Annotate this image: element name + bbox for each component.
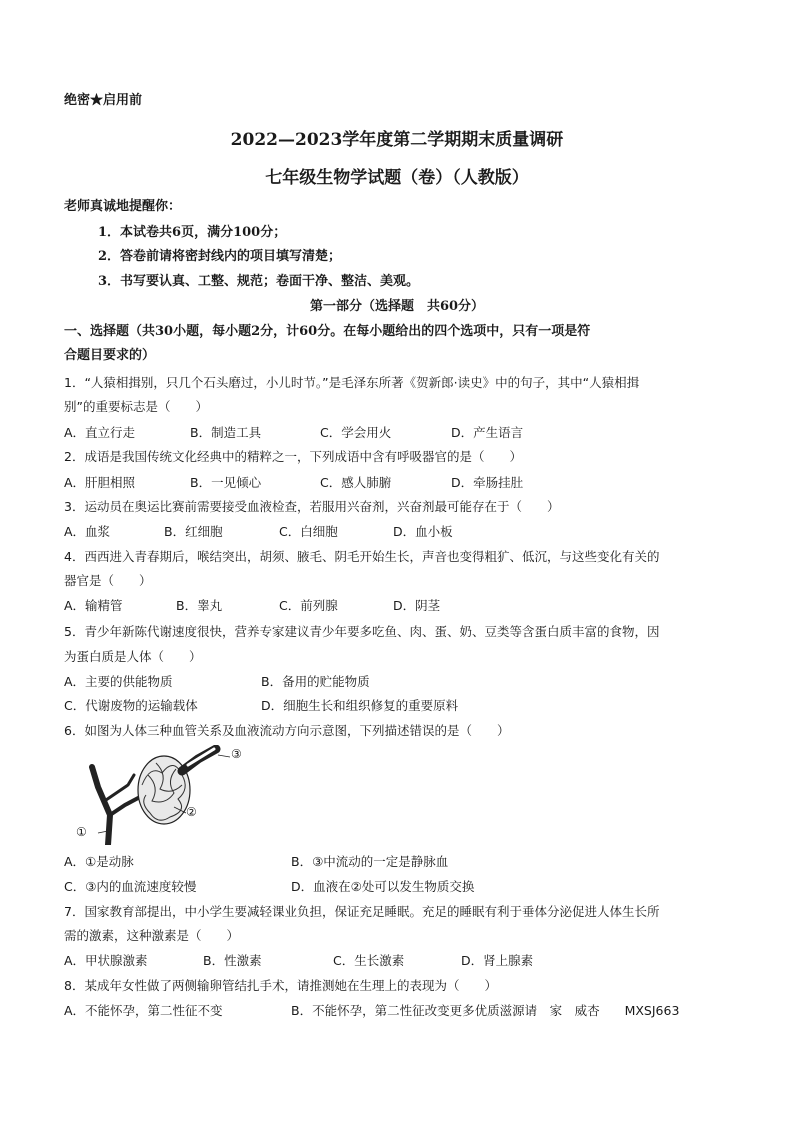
q4-option-a: A．输精管 bbox=[64, 598, 123, 613]
arteriole-branch bbox=[110, 797, 140, 815]
question-1-text-cont: 别”的重要标志是（ ） bbox=[64, 399, 208, 414]
question-5-text-cont: 为蛋白质是人体（ ） bbox=[64, 649, 202, 664]
q5-option-c: C．代谢废物的运输载体 bbox=[64, 698, 198, 713]
section-heading: 一、选择题（共30小题，每小题2分，计60分。在每小题给出的四个选项中，只有一项是符 bbox=[64, 324, 591, 339]
q2-option-c: C．感人肺腑 bbox=[320, 475, 392, 490]
question-4-text-cont: 器官是（ ） bbox=[64, 573, 152, 588]
question-6-text: 6．如图为人体三种血管关系及血液流动方向示意图，下列描述错误的是（ ） bbox=[64, 723, 510, 738]
question-7-text: 7．国家教育部提出，中小学生要减轻课业负担，保证充足睡眠。充足的睡眠有利于垂体分泌促进人体生长所 bbox=[64, 904, 660, 919]
q8-option-b: B．不能怀孕，第二性征改变更多优质滋源请 家 威杏 MXSJ663 bbox=[291, 1003, 680, 1018]
q4-option-c: C．前列腺 bbox=[279, 598, 338, 613]
question-2-text: 2．成语是我国传统文化经典中的精粹之一，下列成语中含有呼吸器官的是（ ） bbox=[64, 449, 522, 464]
q8-option-a: A．不能怀孕，第二性征不变 bbox=[64, 1003, 223, 1018]
question-4-text: 4．西西进入青春期后，喉结突出，胡须、腋毛、阴毛开始生长，声音也变得粗犷、低沉，与这些变化有关的 bbox=[64, 549, 660, 564]
q1-option-c: C．学会用火 bbox=[320, 425, 392, 440]
section-heading-cont: 合题目要求的） bbox=[64, 348, 156, 363]
question-7-text-cont: 需的激素，这种激素是（ ） bbox=[64, 928, 240, 943]
small-branch bbox=[106, 775, 134, 800]
q6-option-d: D．血液在②处可以发生物质交换 bbox=[291, 879, 475, 894]
q2-option-d: D．牵肠挂肚 bbox=[451, 475, 524, 490]
label-2: ② bbox=[186, 805, 197, 819]
question-1-text: 1．“人猿相揖别，只几个石头磨过，小儿时节。”是毛泽东所著《贺新郎·读史》中的句子，其中“人猿相揖 bbox=[64, 375, 640, 390]
question-8-text: 8．某成年女性做了两侧输卵管结扎手术，请推测她在生理上的表现为（ ） bbox=[64, 978, 497, 993]
part1-title: 第一部分（选择题 共60分） bbox=[309, 299, 485, 314]
exam-subtitle: 七年级生物学试题（卷）（人教版） bbox=[265, 168, 529, 188]
q3-option-d: D．血小板 bbox=[393, 524, 453, 539]
q7-option-c: C．生长激素 bbox=[333, 953, 405, 968]
q7-option-d: D．肾上腺素 bbox=[461, 953, 534, 968]
q5-option-a: A．主要的供能物质 bbox=[64, 674, 173, 689]
question-5-text: 5．青少年新陈代谢速度很快，营养专家建议青少年要多吃鱼、肉、蛋、奶、豆类等含蛋白质丰富的食物，因 bbox=[64, 624, 660, 639]
q7-option-a: A．甲状腺激素 bbox=[64, 953, 148, 968]
reminder-item-1: 1．本试卷共6页，满分100分； bbox=[98, 225, 287, 240]
q6-option-b: B．③中流动的一定是静脉血 bbox=[291, 854, 449, 869]
blood-vessel-illustration bbox=[70, 745, 250, 845]
q3-option-a: A．血浆 bbox=[64, 524, 111, 539]
exam-title: 2022—2023学年度第二学期期末质量调研 bbox=[230, 130, 564, 150]
q6-option-a: A．①是动脉 bbox=[64, 854, 134, 869]
blood-vessel-diagram bbox=[70, 745, 250, 845]
q1-option-b: B．制造工具 bbox=[190, 425, 262, 440]
artery-vessel bbox=[92, 767, 110, 845]
q3-option-c: C．白细胞 bbox=[279, 524, 338, 539]
q2-option-a: A．肝胆相照 bbox=[64, 475, 136, 490]
q1-option-d: D．产生语言 bbox=[451, 425, 524, 440]
question-3-text: 3．运动员在奥运比赛前需要接受血液检查，若服用兴奋剂，兴奋剂最可能存在于（ ） bbox=[64, 499, 560, 514]
reminder-heading: 老师真诚地提醒你： bbox=[64, 199, 182, 214]
secret-label: 绝密★启用前 bbox=[64, 93, 143, 108]
label-1: ① bbox=[76, 825, 87, 839]
q6-option-c: C．③内的血流速度较慢 bbox=[64, 879, 197, 894]
q2-option-b: B．一见倾心 bbox=[190, 475, 262, 490]
q5-option-d: D．细胞生长和组织修复的重要原料 bbox=[261, 698, 459, 713]
q5-option-b: B．备用的贮能物质 bbox=[261, 674, 370, 689]
q3-option-b: B．红细胞 bbox=[164, 524, 223, 539]
q4-option-b: B．睾丸 bbox=[176, 598, 223, 613]
label-3: ③ bbox=[231, 747, 242, 761]
q7-option-b: B．性激素 bbox=[203, 953, 262, 968]
q4-option-d: D．阴茎 bbox=[393, 598, 441, 613]
q1-option-a: A．直立行走 bbox=[64, 425, 136, 440]
reminder-item-3: 3．书写要认真、工整、规范；卷面干净、整洁、美观。 bbox=[98, 274, 420, 289]
reminder-item-2: 2．答卷前请将密封线内的项目填写清楚； bbox=[98, 249, 342, 264]
